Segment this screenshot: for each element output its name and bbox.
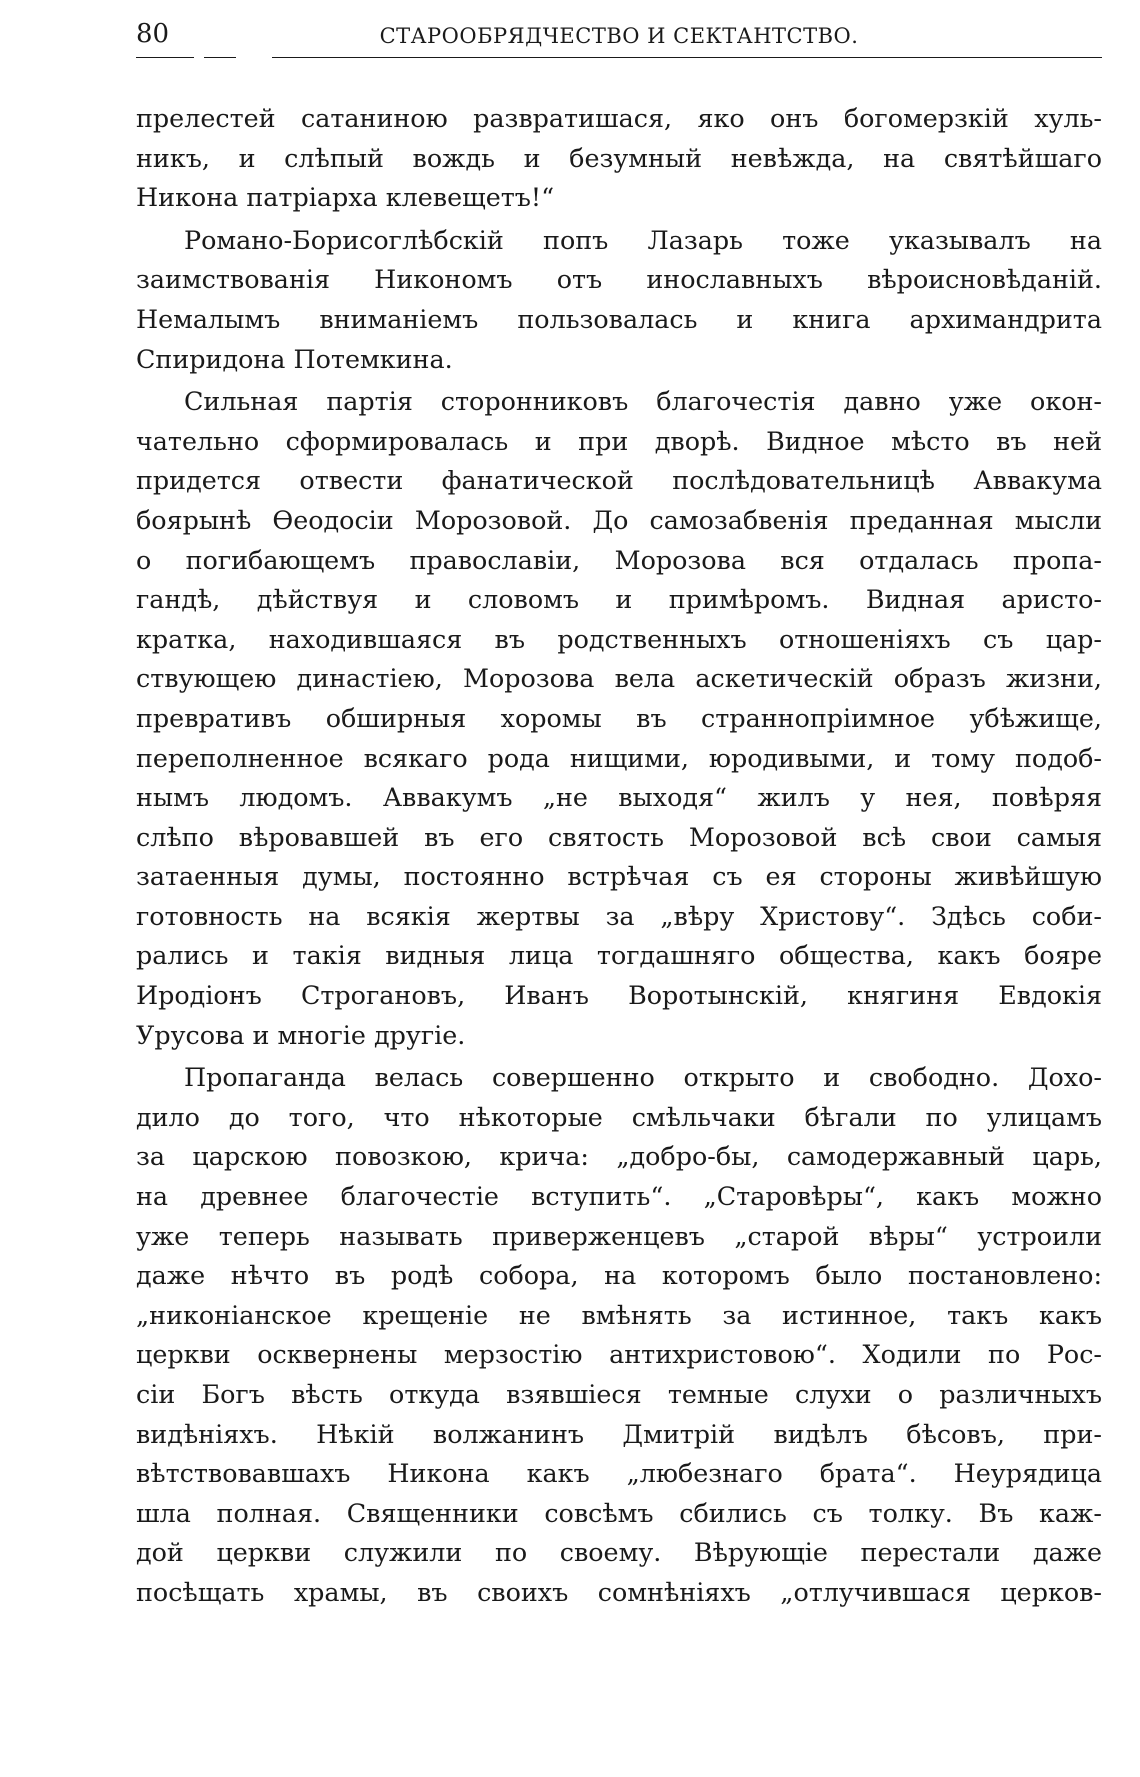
text-line: боярынѣ Ѳеодосіи Морозовой. До самозабвенія преданная мысли — [136, 504, 1102, 535]
paragraph — [136, 99, 1102, 218]
text-line: Спиридона Потемкина. — [136, 343, 453, 374]
text-line: гандѣ, дѣйствуя и словомъ и примѣромъ. Видная аристо- — [136, 584, 1102, 615]
paragraph — [136, 382, 1102, 1055]
text-line: Иродіонъ Строгановъ, Иванъ Воротынскій, княгиня Евдокія — [136, 980, 1102, 1011]
page-number: 80 — [136, 19, 170, 49]
text-line: Романо-Борисоглѣбскій попъ Лазарь тоже указывалъ на — [184, 224, 1102, 255]
text-line: „никоніанское крещеніе не вмѣнять за истинное, такъ какъ — [136, 1299, 1102, 1330]
text-line: о погибающемъ православіи, Морозова вся отдалась пропа- — [136, 544, 1102, 575]
text-line: чательно сформировалась и при дворѣ. Видное мѣсто въ ней — [136, 425, 1102, 456]
text-line: Сильная партія сторонниковъ благочестія давно уже окон- — [184, 386, 1102, 417]
paragraph — [136, 1058, 1102, 1612]
text-line: вѣтствовавшахъ Никона какъ „любезнаго брата“. Неурядица — [136, 1458, 1102, 1489]
text-line: затаенныя думы, постоянно встрѣчая съ ея стороны живѣйшую — [136, 861, 1102, 892]
text-line: церкви осквернены мерзостію антихристовою“. Ходили по Рос- — [136, 1339, 1102, 1370]
text-line: на древнее благочестіе вступить“. „Старовѣры“, какъ можно — [136, 1181, 1102, 1212]
running-title: СТАРООБРЯДЧЕСТВО И СЕКТАНТСТВО. — [379, 24, 859, 48]
text-line: дило до того, что нѣкоторые смѣльчаки бѣгали по улицамъ — [136, 1101, 1102, 1132]
text-line: Урусова и многіе другіе. — [136, 1019, 466, 1050]
text-line: прелестей сатаниною развратишася, яко онъ богомерзкій хуль- — [136, 103, 1102, 133]
text-line: заимствованія Никономъ отъ инославныхъ вѣроисновѣданій. — [136, 264, 1102, 295]
text-line: видѣніяхъ. Нѣкій волжанинъ Дмитрій видѣлъ бѣсовъ, при- — [136, 1418, 1102, 1449]
text-line: готовность на всякія жертвы за „вѣру Христову“. Здѣсь соби- — [136, 900, 1102, 931]
text-line: даже нѣчто въ родѣ собора, на которомъ было постановлено: — [136, 1260, 1102, 1291]
text-line: уже теперь называть приверженцевъ „старой вѣры“ устроили — [136, 1220, 1102, 1251]
text-line: превративъ обширныя хоромы въ страннопріимное убѣжище, — [136, 702, 1102, 733]
body-text — [136, 99, 1102, 1613]
header-rule — [204, 57, 236, 58]
text-line: сіи Богъ вѣсть откуда взявшіеся темные слухи о различныхъ — [136, 1379, 1102, 1409]
header-rule — [136, 57, 194, 58]
header-rule — [272, 57, 1102, 58]
text-line: Пропаганда велась совершенно открыто и свободно. Дохо- — [184, 1062, 1102, 1093]
running-head — [136, 14, 1102, 54]
text-line: переполненное всякаго рода нищими, юродивыми, и тому подоб- — [136, 742, 1102, 773]
text-line: Немалымъ вниманіемъ пользовалась и книга архимандрита — [136, 303, 1102, 334]
paragraph — [136, 221, 1102, 379]
text-line: посѣщать храмы, въ своихъ сомнѣніяхъ „отлучившася церков- — [136, 1576, 1102, 1607]
text-line: никъ, и слѣпый вождь и безумный невѣжда, на святѣйшаго — [136, 142, 1102, 173]
text-line: придется отвести фанатической послѣдовательницѣ Аввакума — [136, 465, 1102, 496]
text-line: ствующею династіею, Морозова вела аскетическій образъ жизни, — [136, 663, 1102, 694]
text-line: рались и такія видныя лица тогдашняго общества, какъ бояре — [136, 940, 1102, 971]
text-line: шла полная. Священники совсѣмъ сбились съ толку. Въ каж- — [136, 1497, 1102, 1528]
text-line: слѣпо вѣровавшей въ его святость Морозовой всѣ свои самыя — [136, 821, 1102, 852]
text-line: дой церкви служили по своему. Вѣрующіе перестали даже — [136, 1537, 1102, 1568]
text-line: нымъ людомъ. Аввакумъ „не выходя“ жилъ у нея, повѣряя — [136, 782, 1102, 813]
text-line: Никона патріарха клевещетъ!“ — [136, 182, 555, 213]
text-line: кратка, находившаяся въ родственныхъ отношеніяхъ съ цар- — [136, 623, 1102, 654]
text-line: за царскою повозкою, крича: „добро-бы, самодержавный царь, — [136, 1141, 1102, 1172]
